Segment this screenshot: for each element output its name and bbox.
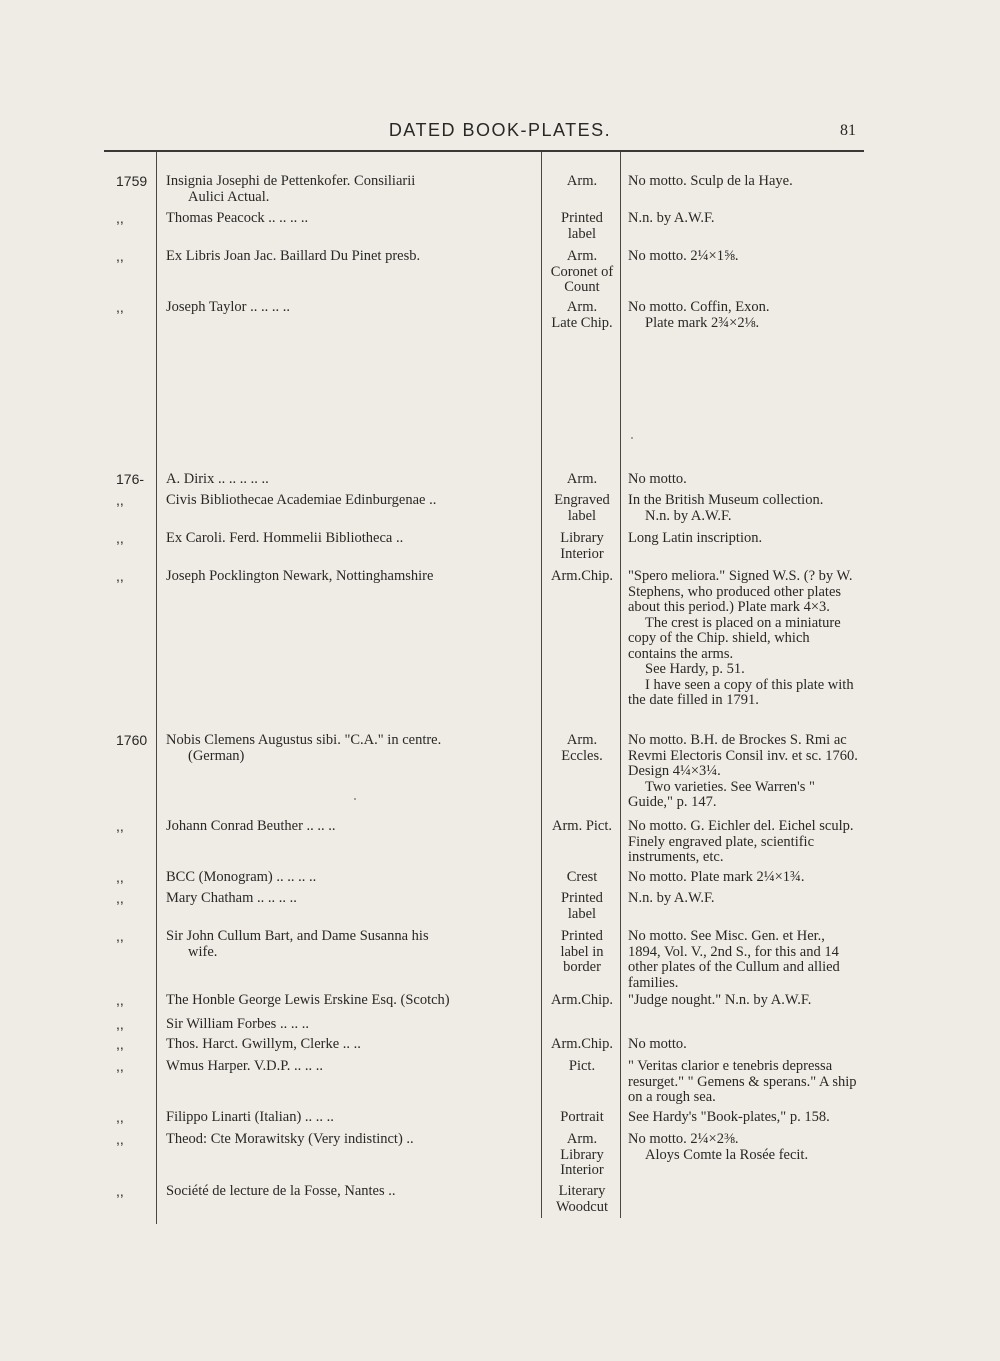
entry-name (166, 891, 528, 907)
entry-kind (544, 870, 620, 886)
entry-year: ,, (116, 1131, 124, 1147)
entry-kind-line: Coronet of (550, 263, 614, 280)
entry-kind-line: Arm.Chip. (550, 992, 614, 1008)
entry-name (166, 1132, 528, 1148)
entry-name (166, 472, 528, 488)
entry-kind (544, 472, 620, 488)
page-number: 81 (840, 122, 856, 139)
entry-notes (628, 891, 860, 907)
entry-note-paragraph: Long Latin inscription. (628, 530, 763, 546)
entry-name-line: Filippo Linarti (Italian) .. .. .. (166, 1109, 334, 1125)
entry-name (166, 1110, 528, 1126)
entry-name-line: wife. (188, 943, 218, 960)
entry-name-line: Insignia Josephi de Pettenkofer. Consiliarii (166, 173, 416, 189)
entry-kind-line: Arm. (566, 299, 598, 315)
entry-name-line: Thos. Harct. Gwillym, Clerke .. .. (166, 1036, 361, 1052)
entry-name-line: BCC (Monogram) .. .. .. .. (166, 869, 317, 885)
entry-name-line: Civis Bibliothecae Academiae Edinburgenae .. (166, 492, 437, 508)
entry-notes (628, 1110, 860, 1126)
column-divider-year (156, 152, 157, 1224)
entry-year: ,, (116, 890, 124, 906)
entry-name-line: Société de lecture de la Fosse, Nantes .. (166, 1183, 396, 1199)
entry-kind-line: Arm. (566, 732, 598, 748)
entry-notes (628, 993, 860, 1009)
entry-kind (544, 493, 620, 524)
entry-year: ,, (116, 299, 124, 315)
entry-kind-line: label in (560, 943, 604, 960)
entry-kind (544, 174, 620, 190)
entry-kind-line: Library (560, 530, 604, 546)
entry-year: ,, (116, 248, 124, 264)
entry-notes (628, 249, 860, 265)
entry-name (166, 870, 528, 886)
entry-notes (628, 870, 860, 886)
entry-note-paragraph: N.n. by A.W.F. (628, 890, 715, 906)
entry-note-paragraph: No motto. G. Eichler del. Eichel sculp. Finely engraved plate, scientific instruments, etc. (628, 818, 854, 865)
entry-year: ,, (116, 1109, 124, 1125)
entry-name (166, 211, 528, 227)
entry-kind (544, 531, 620, 562)
entry-notes (628, 174, 860, 190)
entry-name (166, 1184, 528, 1200)
column-divider-name (541, 152, 542, 1218)
entry-name-line: Ex Libris Joan Jac. Baillard Du Pinet presb. (166, 248, 421, 264)
entry-name (166, 929, 528, 960)
entry-note-paragraph: No motto. Coffin, Exon. (628, 299, 770, 315)
entry-kind-line: Printed (561, 210, 603, 226)
entry-kind (544, 929, 620, 976)
entry-year: ,, (116, 992, 124, 1008)
entry-notes (628, 929, 860, 991)
entry-kind-line: Late Chip. (551, 314, 613, 331)
entry-name-line: Theod: Cte Morawitsky (Very indistinct) .. (166, 1131, 414, 1147)
entry-year: 1759 (116, 173, 148, 189)
entry-kind-line: label (567, 507, 597, 524)
entry-name (166, 1037, 528, 1053)
entry-kind-line: Eccles. (561, 747, 603, 764)
entry-year: ,, (116, 1058, 124, 1074)
entry-name-line: Sir William Forbes .. .. .. (166, 1016, 309, 1032)
entry-name (166, 993, 528, 1009)
entry-kind (544, 993, 620, 1009)
entry-notes (628, 531, 860, 547)
entry-year: ,, (116, 869, 124, 885)
entry-note-paragraph: "Spero meliora." Signed W.S. (? by W. Stephens, who produced other plates about this period.) Plate mark 4×3. (628, 568, 853, 615)
entry-name-line: Joseph Pocklington Newark, Nottinghamshire (166, 568, 434, 584)
entry-note-paragraph: No motto. B.H. de Brockes S. Rmi ac Revmi Electoris Consil inv. et sc. 1760. Design 4¼×3¼. (628, 732, 858, 779)
entry-note-paragraph: " Veritas clarior e tenebris depressa resurget." " Gemens & sperans." A ship on a rough sea. (628, 1058, 857, 1105)
entry-name-line: Sir John Cullum Bart, and Dame Susanna his (166, 928, 429, 944)
header-rule (104, 150, 864, 152)
entry-kind-line: Arm.Chip. (550, 568, 614, 584)
entry-name-line: Wmus Harper. V.D.P. .. .. .. (166, 1058, 323, 1074)
entry-name (166, 300, 528, 316)
entry-notes (628, 1037, 860, 1053)
entry-year: ,, (116, 530, 124, 546)
entry-notes (628, 1132, 860, 1163)
entry-kind-line: Arm. (566, 471, 598, 487)
entry-notes (628, 472, 860, 488)
entry-kind (544, 211, 620, 242)
entry-kind-line: Printed (561, 890, 603, 906)
entry-note-paragraph: No motto. 2¼×1⅝. (628, 248, 739, 264)
entry-kind-line: Interior (560, 1162, 604, 1178)
entry-note-paragraph: See Hardy, p. 51. (645, 661, 745, 677)
entry-name (166, 569, 528, 585)
entry-note-paragraph: "Judge nought." N.n. by A.W.F. (628, 992, 812, 1008)
entry-notes (628, 569, 860, 709)
entry-name (166, 1017, 528, 1033)
entry-kind-line: Arm. (566, 1131, 598, 1147)
entry-kind (544, 1110, 620, 1126)
entry-notes (628, 733, 860, 811)
entry-kind-line: Engraved (554, 492, 610, 508)
entry-kind-line: Count (564, 279, 600, 295)
entry-name (166, 1059, 528, 1075)
entry-kind-line: label (567, 905, 597, 922)
entry-notes (628, 300, 860, 331)
entry-kind (544, 569, 620, 585)
entry-note-paragraph: No motto. 2¼×2⅜. (628, 1131, 739, 1147)
entry-year: 176- (116, 471, 145, 487)
entry-kind-line: Literary (558, 1183, 606, 1199)
entry-name-line: Thomas Peacock .. .. .. .. (166, 210, 309, 226)
entry-kind-line: Arm.Chip. (550, 1036, 614, 1052)
entry-note-paragraph: See Hardy's "Book-plates," p. 158. (628, 1109, 830, 1125)
entry-kind (544, 1132, 620, 1179)
entry-kind-line: Arm. (566, 173, 598, 189)
entry-kind-line: Printed (561, 928, 603, 944)
entry-name (166, 531, 528, 547)
entry-note-paragraph: Two varieties. See Warren's " Guide," p. 147. (628, 778, 815, 810)
entry-name-line: Mary Chatham .. .. .. .. (166, 890, 297, 906)
entry-note-paragraph: Aloys Comte la Rosée fecit. (645, 1146, 809, 1163)
entry-year: ,, (116, 818, 124, 834)
entry-note-paragraph: In the British Museum collection. (628, 492, 824, 508)
entry-name-line: Aulici Actual. (188, 188, 270, 205)
entry-year: 1760 (116, 732, 148, 748)
entry-kind-line: Crest (566, 869, 598, 885)
entry-note-paragraph: No motto. Sculp de la Haye. (628, 173, 793, 189)
entry-name-line: Ex Caroli. Ferd. Hommelii Bibliotheca .. (166, 530, 404, 546)
entry-note-paragraph: No motto. See Misc. Gen. et Her., 1894, Vol. V., 2nd S., for this and 14 other plates of the Cullum and allied families. (628, 928, 840, 991)
entry-notes (628, 819, 860, 866)
entry-name-line: Nobis Clemens Augustus sibi. "C.A." in centre. (166, 732, 442, 748)
entry-year: ,, (116, 492, 124, 508)
entry-kind (544, 891, 620, 922)
entry-kind (544, 300, 620, 331)
entry-kind-line: Library (560, 1146, 604, 1163)
entry-name (166, 174, 528, 205)
entry-name-line: Johann Conrad Beuther .. .. .. (166, 818, 336, 834)
entry-name (166, 249, 528, 265)
entry-name-line: The Honble George Lewis Erskine Esq. (Scotch) (166, 992, 450, 1008)
entry-name-line: A. Dirix .. .. .. .. .. (166, 471, 269, 487)
entry-note-paragraph: Plate mark 2¾×2⅛. (645, 314, 760, 331)
entry-kind-line: label (567, 225, 597, 242)
entry-note-paragraph: I have seen a copy of this plate with the date filled in 1791. (628, 676, 854, 708)
entry-name-line: Joseph Taylor .. .. .. .. (166, 299, 290, 315)
entry-year: ,, (116, 928, 124, 944)
entry-name (166, 819, 528, 835)
entry-kind-line: Woodcut (556, 1198, 608, 1215)
entry-kind-line: Portrait (560, 1109, 604, 1125)
entry-year: ,, (116, 1016, 124, 1032)
entry-note-paragraph: No motto. (628, 471, 687, 487)
entry-kind (544, 1037, 620, 1053)
page-title: DATED BOOK-PLATES. (388, 120, 612, 140)
entry-notes (628, 211, 860, 227)
entry-kind (544, 1184, 620, 1215)
entry-kind (544, 249, 620, 296)
entry-name (166, 493, 528, 509)
entry-kind-line: Interior (560, 545, 604, 562)
entry-note-paragraph: N.n. by A.W.F. (628, 210, 715, 226)
entry-kind-line: Arm. (566, 248, 598, 264)
entry-name (166, 733, 528, 764)
entry-notes (628, 1059, 860, 1106)
entry-note-paragraph: No motto. Plate mark 2¼×1¾. (628, 869, 805, 885)
column-divider-kind (620, 152, 621, 1218)
entry-note-paragraph: The crest is placed on a miniature copy of the Chip. shield, which contains the arms. (628, 614, 841, 662)
entry-kind (544, 1059, 620, 1075)
entry-kind (544, 733, 620, 764)
entry-year: ,, (116, 1036, 124, 1052)
entry-notes (628, 493, 860, 524)
entry-kind-line: Arm. Pict. (551, 818, 612, 834)
entry-year: ,, (116, 210, 124, 226)
entry-kind-line: border (563, 959, 601, 975)
entry-year: ,, (116, 568, 124, 584)
entry-note-paragraph: N.n. by A.W.F. (645, 507, 732, 524)
entry-name-line: (German) (188, 747, 245, 764)
entry-kind-line: Pict. (568, 1058, 596, 1074)
entry-kind (544, 819, 620, 835)
entry-year: ,, (116, 1183, 124, 1199)
speck (354, 798, 356, 800)
entry-note-paragraph: No motto. (628, 1036, 687, 1052)
speck (631, 437, 633, 439)
